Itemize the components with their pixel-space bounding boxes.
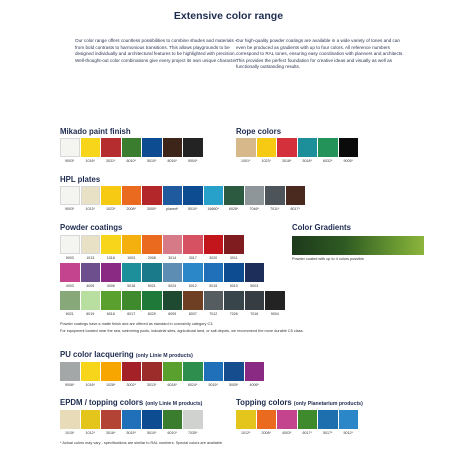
swatch-code: 4006	[106, 284, 115, 288]
color-swatch	[236, 410, 256, 435]
swatch-code: 9004*	[188, 159, 198, 163]
swatch-code: 1018*	[85, 159, 95, 163]
swatch-color	[122, 138, 142, 157]
color-swatch	[298, 410, 318, 435]
swatch-color	[224, 235, 244, 254]
swatch-color	[298, 138, 318, 157]
color-swatch	[101, 235, 121, 260]
swatch-code: 8017*	[290, 207, 300, 211]
swatch-color	[122, 186, 142, 205]
swatch-code: 6024*	[188, 383, 198, 387]
swatch-color	[339, 410, 359, 429]
swatch-color	[204, 235, 224, 254]
epdm-title-main: EPDM / topping colors	[60, 398, 144, 407]
swatch-code: 1018*	[85, 383, 95, 387]
swatch-color	[183, 186, 203, 205]
swatch-color	[163, 291, 183, 310]
color-swatch	[163, 235, 183, 260]
color-swatch	[318, 410, 338, 435]
color-swatch	[101, 186, 121, 211]
pu-swatches	[60, 362, 264, 387]
color-swatch	[60, 186, 80, 211]
rope-title: Rope colors	[236, 127, 282, 136]
swatch-code: 3013*	[147, 383, 157, 387]
color-swatch	[245, 291, 265, 316]
swatch-color	[101, 362, 121, 381]
swatch-code: 7035*	[188, 431, 198, 435]
color-swatch	[122, 362, 142, 387]
color-swatch	[204, 291, 224, 316]
color-swatch	[163, 410, 183, 435]
swatch-color	[286, 186, 306, 205]
swatch-color	[163, 362, 183, 381]
swatch-color	[101, 263, 121, 282]
swatch-code: 7046*	[249, 207, 259, 211]
swatch-code: 1018	[106, 256, 115, 260]
color-swatch	[257, 410, 277, 435]
color-swatch	[257, 138, 277, 163]
swatch-code: 6029	[147, 312, 156, 316]
swatch-code: 3017	[188, 256, 197, 260]
topping-subtitle: (only Planetarium products)	[293, 401, 363, 407]
color-swatch	[183, 138, 203, 163]
footnote: * Actual colors may vary - specifications are similar to RAL numbers. Special colors are available.	[60, 441, 223, 445]
swatch-color	[122, 235, 142, 254]
swatch-color	[204, 291, 224, 310]
swatch-code: 8007	[188, 312, 197, 316]
swatch-color	[224, 263, 244, 282]
color-swatch	[142, 263, 162, 288]
swatch-code: 5010	[229, 284, 238, 288]
color-swatch	[81, 235, 101, 260]
swatch-color	[101, 138, 121, 157]
swatch-color	[204, 362, 224, 381]
color-swatch	[163, 186, 183, 211]
swatch-color	[265, 291, 285, 310]
color-swatch	[60, 362, 80, 387]
swatch-code: 9003*	[65, 207, 75, 211]
epdm-swatches	[60, 410, 203, 435]
hpl-title: HPL plates	[60, 175, 101, 184]
color-swatch	[101, 263, 121, 288]
swatch-code: 3016*	[106, 431, 116, 435]
swatch-color	[339, 138, 359, 157]
swatch-code: 5015*	[208, 383, 218, 387]
swatch-color	[163, 235, 183, 254]
swatch-code: 1013	[86, 256, 95, 260]
color-swatch	[101, 291, 121, 316]
color-swatch	[183, 291, 203, 316]
swatch-code: 1012*	[85, 431, 95, 435]
swatch-color	[60, 186, 80, 205]
swatch-color	[60, 263, 80, 282]
swatch-code: 6010*	[126, 159, 136, 163]
swatch-code: 3020	[209, 256, 218, 260]
color-swatch	[101, 362, 121, 387]
color-swatch	[224, 235, 244, 260]
swatch-color	[224, 186, 244, 205]
color-swatch	[245, 362, 265, 387]
swatch-color	[163, 410, 183, 429]
swatch-color	[245, 186, 265, 205]
intro-left-text: Our color range offers countless possibilities to combine shades and materials – from bold contrasts to harmonious transitions. This allows playgrounds to be designed individually and architectural features to be highlighted with precision. Well-thought-out color combinations give every project its own unique character.	[75, 38, 238, 63]
swatch-code: 3011	[229, 256, 238, 260]
swatch-code: 7011*	[270, 207, 280, 211]
color-swatch	[101, 138, 121, 163]
color-swatch	[122, 186, 142, 211]
mikado-title: Mikado paint finish	[60, 127, 131, 136]
color-swatch	[224, 291, 244, 316]
color-swatch	[265, 186, 285, 211]
rope-swatches	[236, 138, 358, 163]
swatch-color	[245, 362, 265, 381]
swatch-color	[183, 362, 203, 381]
swatch-color	[142, 138, 162, 157]
color-swatch	[101, 410, 121, 435]
color-swatch	[163, 138, 183, 163]
color-swatch	[163, 291, 183, 316]
color-swatch	[163, 362, 183, 387]
swatch-color	[163, 186, 183, 205]
color-swatch	[277, 138, 297, 163]
color-swatch	[265, 291, 285, 316]
swatch-code: 4003	[65, 284, 74, 288]
swatch-code: 5005*	[229, 383, 239, 387]
swatch-code: 7016	[250, 312, 259, 316]
color-swatch	[142, 186, 162, 211]
swatch-color	[142, 235, 162, 254]
pu-subtitle: (only Linie M products)	[135, 353, 193, 359]
swatch-color	[245, 291, 265, 310]
swatch-color	[183, 410, 203, 429]
swatch-code: 5018	[127, 284, 136, 288]
swatch-color	[142, 410, 162, 429]
pu-title	[60, 350, 193, 359]
swatch-code: 6017*	[302, 431, 312, 435]
color-swatch	[183, 362, 203, 387]
swatch-code: 1023*	[261, 159, 271, 163]
swatch-code: 5010*	[147, 431, 157, 435]
swatch-color	[204, 186, 224, 205]
color-swatch	[142, 235, 162, 260]
swatch-color	[60, 410, 80, 429]
swatch-code: planed*	[166, 207, 179, 211]
swatch-color	[183, 235, 203, 254]
color-swatch	[81, 138, 101, 163]
swatch-code: 7012	[209, 312, 218, 316]
swatch-color	[101, 291, 121, 310]
swatch-color	[257, 138, 277, 157]
swatch-color	[122, 362, 142, 381]
swatch-color	[224, 291, 244, 310]
swatch-color	[142, 186, 162, 205]
swatch-color	[142, 362, 162, 381]
color-swatch	[142, 410, 162, 435]
color-swatch	[60, 235, 80, 260]
powder-swatches-row-1	[60, 235, 244, 260]
color-swatch	[183, 263, 203, 288]
swatch-color	[204, 263, 224, 282]
swatch-color	[60, 138, 80, 157]
swatch-color	[183, 291, 203, 310]
color-swatch	[339, 138, 359, 163]
swatch-color	[236, 138, 256, 157]
swatch-color	[60, 291, 80, 310]
swatch-color	[236, 410, 256, 429]
swatch-code: 4005	[86, 284, 95, 288]
color-swatch	[142, 362, 162, 387]
swatch-code: 6005	[168, 312, 177, 316]
swatch-code: 6018	[106, 312, 115, 316]
color-swatch	[60, 138, 80, 163]
swatch-color	[163, 138, 183, 157]
swatch-code: 1001*	[241, 159, 251, 163]
swatch-code: 5010*	[188, 207, 198, 211]
mikado-swatches	[60, 138, 203, 163]
color-swatch	[60, 263, 80, 288]
swatch-color	[163, 263, 183, 282]
topping-swatches	[236, 410, 358, 435]
color-swatch	[163, 263, 183, 288]
color-swatch	[60, 291, 80, 316]
swatch-color	[318, 410, 338, 429]
powder-title: Powder coatings	[60, 223, 123, 232]
color-swatch	[81, 362, 101, 387]
swatch-color	[101, 235, 121, 254]
color-swatch	[122, 138, 142, 163]
swatch-code: 5015*	[126, 431, 136, 435]
swatch-color	[277, 410, 297, 429]
swatch-code: 6021	[65, 312, 74, 316]
swatch-code: 2008*	[126, 207, 136, 211]
swatch-color	[60, 362, 80, 381]
swatch-color	[265, 186, 285, 205]
gradients-title: Color Gradients	[292, 223, 351, 232]
swatch-code: 3002*	[126, 383, 136, 387]
swatch-color	[60, 235, 80, 254]
swatch-color	[81, 410, 101, 429]
intro-right-text: Our high-quality powder coatings are available in a wide variety of tones and can even be produced as gradients with up to four colors. All reference numbers correspond to RAL tones, ensuring easy coordination with planners and architects. This provides the perfect foundation for creative ideas and visually as well as functionally outstanding results.	[236, 38, 404, 70]
swatch-code: 5012	[188, 284, 197, 288]
gradients-note: Powder coated with up to 4 colors possible	[292, 257, 364, 261]
swatch-code: 2008*	[261, 431, 271, 435]
color-swatch	[81, 186, 101, 211]
swatch-color	[245, 263, 265, 282]
color-swatch	[81, 263, 101, 288]
swatch-color	[183, 138, 203, 157]
color-swatch	[224, 263, 244, 288]
powder-note-2: For equipment located near the sea, swimming pools, industrial sites, agricultural land, or salt depots, we recommend the more durable C5 class.	[60, 329, 304, 333]
swatch-color	[257, 410, 277, 429]
color-swatch	[183, 410, 203, 435]
swatch-code: 4003*	[282, 431, 292, 435]
swatch-code: 1023*	[106, 207, 116, 211]
swatch-code: 5003	[250, 284, 259, 288]
page-title: Extensive color range	[173, 10, 284, 22]
swatch-code: 1003	[127, 256, 136, 260]
color-swatch	[142, 291, 162, 316]
color-swatch	[204, 235, 224, 260]
swatch-code: 3031*	[106, 159, 116, 163]
swatch-code: 1013*	[85, 207, 95, 211]
swatch-code: 6018*	[167, 383, 177, 387]
epdm-subtitle: (only Linie M products)	[145, 401, 203, 407]
swatch-code: 8016*	[167, 159, 177, 163]
color-swatch	[60, 410, 80, 435]
swatch-code: 5017*	[323, 431, 333, 435]
epdm-title	[60, 398, 202, 407]
swatch-code: 9003*	[65, 159, 75, 163]
swatch-code: 1012*	[241, 431, 251, 435]
swatch-color	[318, 138, 338, 157]
color-swatch	[236, 138, 256, 163]
swatch-code: 6028*	[229, 207, 239, 211]
swatch-color	[277, 138, 297, 157]
swatch-color	[81, 263, 101, 282]
color-gradient-swatch	[292, 236, 424, 255]
swatch-color	[81, 186, 101, 205]
swatch-color	[142, 263, 162, 282]
swatch-code: 5012*	[343, 431, 353, 435]
swatch-color	[81, 362, 101, 381]
powder-note-1: Powder coatings have a matte finish and are offered as standard in corrosivity category C3.	[60, 322, 214, 326]
swatch-code: 9005*	[343, 159, 353, 163]
color-swatch	[224, 362, 244, 387]
color-swatch	[277, 410, 297, 435]
pu-title-main: PU color lacquering	[60, 350, 134, 359]
color-swatch	[183, 186, 203, 211]
swatch-code: 3014	[168, 256, 177, 260]
swatch-color	[101, 410, 121, 429]
swatch-color	[183, 263, 203, 282]
swatch-color	[81, 235, 101, 254]
color-swatch	[286, 186, 306, 211]
color-swatch	[245, 186, 265, 211]
color-swatch	[204, 186, 224, 211]
swatch-code: 5024	[168, 284, 177, 288]
swatch-code: 9004	[270, 312, 279, 316]
color-swatch	[298, 138, 318, 163]
color-swatch	[122, 291, 142, 316]
swatch-color	[122, 291, 142, 310]
swatch-code: 7026	[229, 312, 238, 316]
color-swatch	[183, 235, 203, 260]
color-swatch	[224, 186, 244, 211]
swatch-code: 6017	[127, 312, 136, 316]
swatch-code: 4006*	[249, 383, 259, 387]
swatch-color	[81, 138, 101, 157]
hpl-swatches	[60, 186, 305, 211]
swatch-code: 9006*	[65, 383, 75, 387]
color-swatch	[122, 410, 142, 435]
swatch-color	[122, 263, 142, 282]
topping-title	[236, 398, 363, 407]
color-swatch	[81, 291, 101, 316]
swatch-code: 5015	[209, 284, 218, 288]
topping-title-main: Topping colors	[236, 398, 292, 407]
swatch-code: 6019	[86, 312, 95, 316]
swatch-code: 1015*	[65, 431, 75, 435]
color-swatch	[318, 138, 338, 163]
color-swatch	[142, 138, 162, 163]
swatch-color	[224, 362, 244, 381]
swatch-code: 6010*	[167, 431, 177, 435]
swatch-color	[142, 291, 162, 310]
swatch-code: 3018*	[282, 159, 292, 163]
swatch-code: 5010*	[147, 159, 157, 163]
swatch-code: 16660*	[207, 207, 219, 211]
color-swatch	[122, 263, 142, 288]
color-swatch	[339, 410, 359, 435]
color-swatch	[81, 410, 101, 435]
swatch-code: 9003	[65, 256, 74, 260]
swatch-color	[122, 410, 142, 429]
swatch-code: 5018*	[302, 159, 312, 163]
swatch-code: 3000*	[147, 207, 157, 211]
color-swatch	[204, 362, 224, 387]
swatch-color	[298, 410, 318, 429]
color-swatch	[245, 263, 265, 288]
powder-swatches-row-2	[60, 263, 264, 288]
swatch-code: 6032*	[323, 159, 333, 163]
powder-swatches-row-3	[60, 291, 285, 316]
swatch-code: 2008	[147, 256, 156, 260]
swatch-color	[101, 186, 121, 205]
swatch-code: 1028*	[106, 383, 116, 387]
color-swatch	[122, 235, 142, 260]
color-swatch	[204, 263, 224, 288]
swatch-color	[81, 291, 101, 310]
swatch-code: 5021	[147, 284, 156, 288]
